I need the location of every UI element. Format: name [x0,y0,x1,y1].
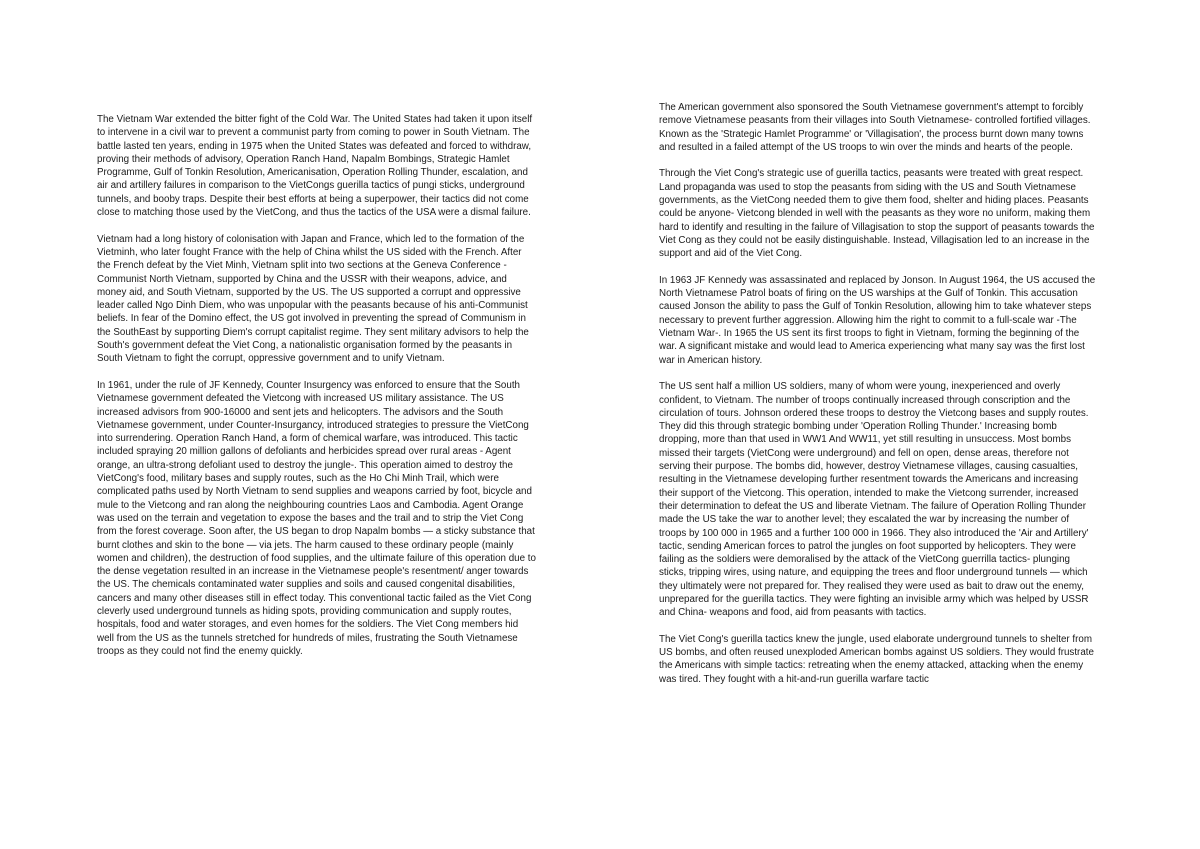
paragraph-background: Vietnam had a long history of colonisation with Japan and France, which led to the formation of the Vietminh, who later fought France with the help of China whilst the US sided with the French. After the French defeat by the Viet Minh, Vietnam split into two sections at the Geneva Conference - Communist North Vietnam, supported by China and the USSR with their weapons, advice, and money aid, and South Vietnam, supported by the US. The US supported a corrupt and oppressive leader called Ngo Dinh Diem, who was unpopular with the peasants because of his anti-Communist beliefs. In fear of the Domino effect, the US got involved in preventing the spread of Communism in the SouthEast by supporting Diem's corrupt capitalist regime. They sent military advisors to help the South's government defeat the Viet Cong, a nationalistic organisation formed by the peasants in South Vietnam to fight the corrupt, oppressive government and to unify Vietnam. [97,233,529,365]
left-column [97,113,537,671]
paragraph-peasant-support: Through the Viet Cong's strategic use of guerilla tactics, peasants were treated with great respect. Land propaganda was used to stop the peasants from siding with the US and South Vietnamese governments, as the VietCong needed them to give them food, shelter and hiding places. Peasants could be anyone- Vietcong blended in well with the peasants as they wore no uniform, making them hard to identify and resulting in the failure of Villagisation to stop the support of peasants towards the Viet Cong as they could not be easily distinguishable. Instead, Villagisation led to an increase in the support and aid of the Viet Cong. [659,168,1095,260]
paragraph-strategic-hamlet: The American government also sponsored the South Vietnamese government's attempt to forcibly remove Vietnamese peasants from their villages into South Vietnamese- controlled fortified villages. Known as the 'Strategic Hamlet Programme' or 'Villagisation', the process burnt down many towns and resulted in a failed attempt of the US troops to win over the minds and hearts of the people. [659,102,1091,153]
paragraph-guerilla-tactics: The Viet Cong's guerilla tactics knew the jungle, used elaborate underground tunnels to shelter from US bombs, and often reused unexploded American bombs against US soldiers. They would frustrate the Americans with simple tactics: retreating when the enemy attacked, attacking when the enemy was tired. They fought with a hit-and-run guerilla warfare tactic [659,633,1094,685]
paragraph-counter-insurgency: In 1961, under the rule of JF Kennedy, Counter Insurgency was enforced to ensure that the South Vietnamese government defeated the Vietcong with increased US military assistance. The US increased advisors from 900-16000 and sent jets and helicopters. The advisors and the South Vietnamese government, under Counter-Insurgancy, introduced strategies to pressure the VietCong into surrendering. Operation Ranch Hand, a form of chemical warfare, was introduced. This tactic included spraying 20 million gallons of defoliants and herbicides spread over rural areas - Agent orange, an ultra-strong defoliant used to destroy the jungle-. This operation aimed to destroy the VietCong's food, military bases and supply routes, such as the Ho Chi Minh Trail, which were complicated paths used by North Vietnam to send supplies and weapons carried by foot, bicycle and mule to the Vietcong and ran along the neighbouring countries Laos and Cambodia. Agent Orange was used on the terrain and vegetation to expose the bases and the trail and to strip the Viet Cong from the forest coverage. Soon after, the US began to drop Napalm bombs — a sticky substance that burnt clothes and skin to the bone — via jets. The harm caused to these ordinary people (mainly women and children), the destruction of food supplies, and the ultimate failure of this operation due to the dense vegetation resulted in an increase in the Vietnamese people's resentment/ anger towards the US. The chemicals contaminated water supplies and soils and caused congenital disabilities, cancers and many other diseases still in effect today. This conventional tactic failed as the Viet Cong cleverly used underground tunnels as hiding spots, providing communication and supply routes, hospitals, food and water storages, and even homes for the soldiers. The Viet Cong members hid well from the US as the tunnels stretched for hundreds of miles, frustrating the South Vietnamese troops as they could not find the enemy quickly. [97,379,536,657]
paragraph-gulf-of-tonkin: In 1963 JF Kennedy was assassinated and replaced by Jonson. In August 1964, the US accused the North Vietnamese Patrol boats of firing on the US warships at the Gulf of Tonkin. This accusation caused Jonson the ability to pass the Gulf of Tonkin Resolution, allowing him to take whatever steps necessary to prevent further aggression. Allowing him the right to commit to a full-scale war -The Vietnam War-. In 1965 the US sent its first troops to fight in Vietnam, forming the beginning of the war. A significant mistake and would lead to America experiencing what many say was the first lost war in American history. [659,274,1096,366]
paragraph-rolling-thunder: The US sent half a million US soldiers, many of whom were young, inexperienced and overly confident, to Vietnam. The number of troops continually increased through conscription and the circulation of tours. Johnson ordered these troops to destroy the Vietcong bases and supply routes. They did this through strategic bombing under 'Operation Rolling Thunder.' Increasing bomb dropping, more than that used in WW1 And WW11, yet still resulting in unsuccess. Most bombs missed their targets (VietCong were underground) and fell on open, dense areas, therefore not serving their purpose. The bombs did, however, destroy Vietnamese villages, causing casualties, resulting in the Vietnamese developing further resentment towards the Americans and increasing their support of the Vietcong. This operation, intended to make the Vietcong surrender, increased their determination to defeat the US and liberate Vietnam. The failure of Operation Rolling Thunder made the US take the war to another level; they escalated the war by increasing the number of troops by 100 000 in 1965 and a further 100 000 in 1966. They also introduced the 'Air and Artillery' tactic, sending American forces to patrol the jungles on foot supported by helicopters. They were failing as the soldiers were demoralised by the attack of the VietCong guerrilla tactics- plunging sticks, tripping wires, using nature, and equipping the trees and floor underground tunnels — which they ultimately were not prepared for. They realised they were used as bait to draw out the enemy, unprepared for the guerilla tactics. They were fighting an invisible army which was helped by USSR and China- weapons and food, aid from peasants with tactics. [659,381,1089,619]
paragraph-intro: The Vietnam War extended the bitter fight of the Cold War. The United States had taken it upon itself to intervene in a civil war to prevent a communist party from coming to power in South Vietnam. The battle lasted ten years, ending in 1975 when the United States was defeated and forced to withdraw, proving their methods of advisory, Operation Ranch Hand, Napalm Bombings, Strategic Hamlet Programme, Gulf of Tonkin Resolution, Americanisation, Operation Rolling Thunder, escalation, and air and artillery failures in comparison to the VietCongs guerilla tactics of pungi sticks, underground tunnels, and booby traps. Despite their best efforts at being a superpower, their tactics did not come close to matching those used by the VietCong, and thus the tactics of the USA were a dismal failure. [97,114,533,219]
right-column [659,101,1099,699]
